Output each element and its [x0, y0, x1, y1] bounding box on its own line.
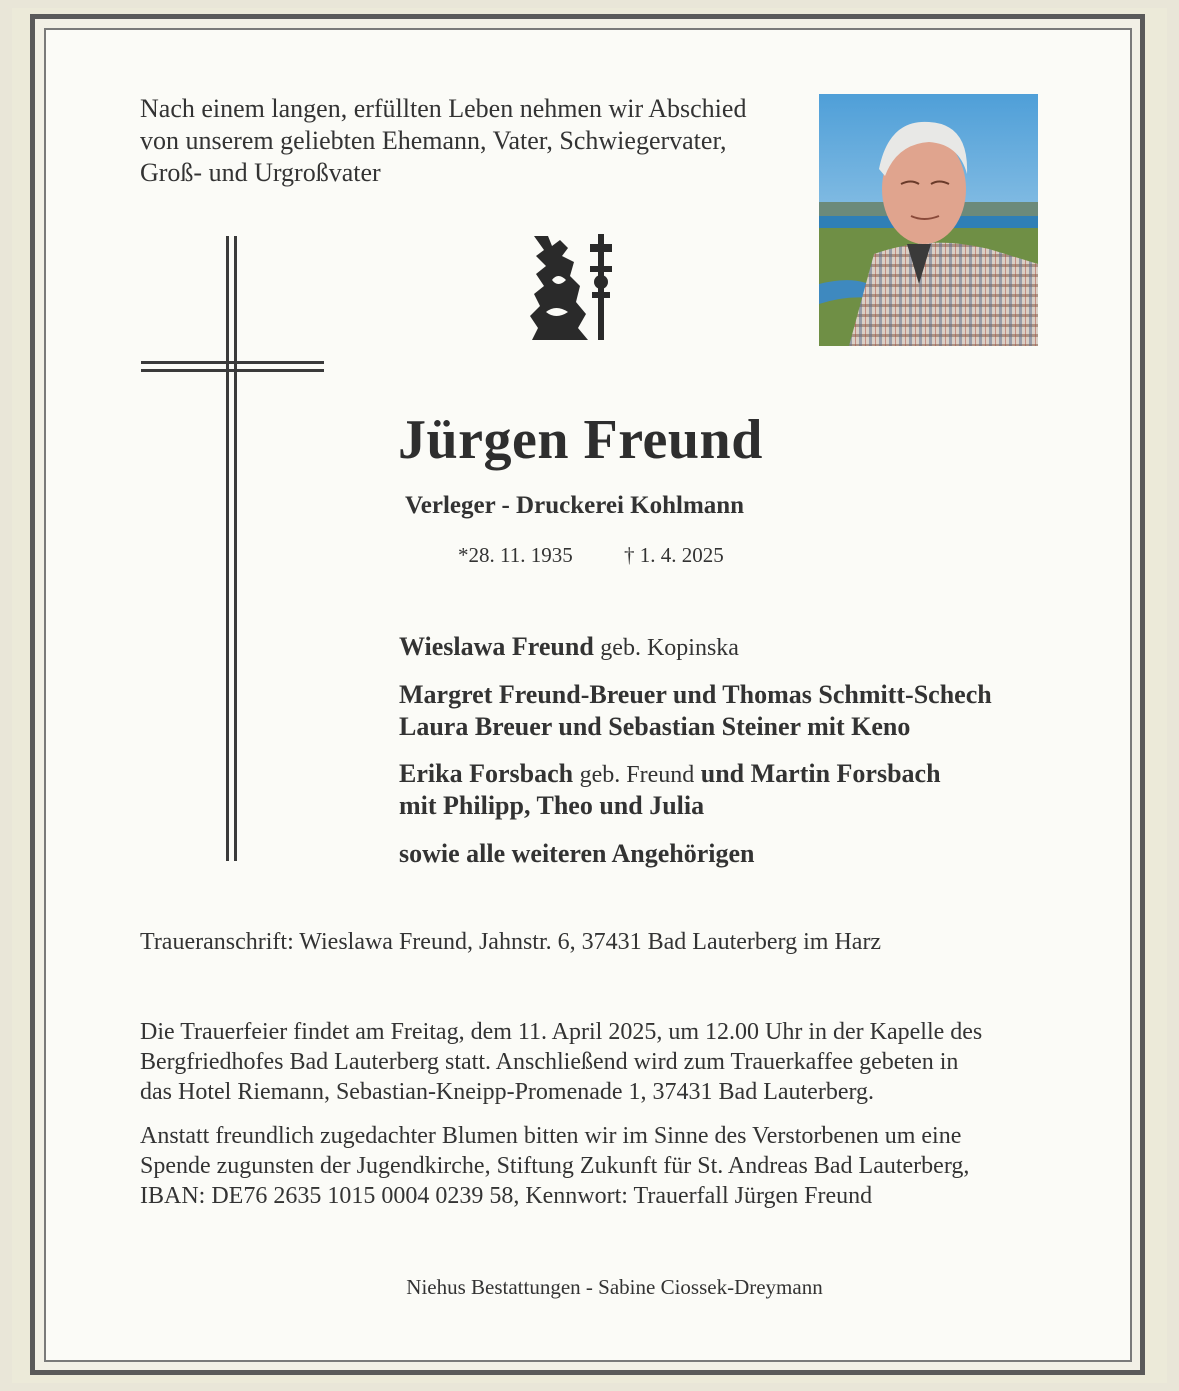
donation-line-2: Spende zugunsten der Jugendkirche, Stiftung Zukunft für St. Andreas Bad Lauterberg, [140, 1153, 970, 1179]
death-date: † 1. 4. 2025 [624, 543, 724, 567]
intro-line-1: Nach einem langen, erfüllten Leben nehmen wir Abschied [140, 94, 747, 123]
cross-vertical-line-right [234, 236, 237, 861]
donation-paragraph [140, 1121, 1040, 1211]
coat-of-arms-icon [528, 232, 616, 344]
portrait-photo [819, 94, 1038, 346]
ceremony-line-1: Die Trauerfeier findet am Freitag, dem 11. April 2025, um 12.00 Uhr in der Kapelle des [140, 1019, 983, 1045]
mourning-address: Traueranschrift: Wieslawa Freund, Jahnstr. 6, 37431 Bad Lauterberg im Harz [140, 929, 882, 955]
deceased-name: Jürgen Freund [398, 409, 763, 471]
family-line-others: sowie alle weiteren Angehörigen [399, 839, 755, 868]
cross-horizontal-line-top [141, 361, 324, 364]
cross-vertical-line-left [226, 236, 229, 861]
undertaker-credit: Niehus Bestattungen - Sabine Ciossek-Dreymann [406, 1275, 823, 1299]
daughter-2-maiden-name: geb. Freund [579, 762, 695, 788]
intro-line-2: von unserem geliebten Ehemann, Vater, Schwiegervater, [140, 126, 727, 155]
wife-maiden-name: geb. Kopinska [600, 635, 739, 661]
family-line-daughter-2 [399, 758, 941, 791]
wife-name: Wieslawa Freund [399, 632, 594, 661]
donation-line-3: IBAN: DE76 2635 1015 0004 0239 58, Kennwort: Trauerfall Jürgen Freund [140, 1183, 873, 1209]
ceremony-line-2: Bergfriedhofes Bad Lauterberg statt. Anschließend wird zum Trauerkaffee gebeten in [140, 1049, 959, 1075]
donation-line-1: Anstatt freundlich zugedachter Blumen bitten wir im Sinne des Verstorbenen um eine [140, 1123, 962, 1149]
family-line-grandchild: Laura Breuer und Sebastian Steiner mit Keno [399, 712, 911, 741]
deceased-profession: Verleger - Druckerei Kohlmann [405, 492, 745, 519]
ceremony-paragraph [140, 1017, 1040, 1107]
ceremony-line-3: das Hotel Riemann, Sebastian-Kneipp-Promenade 1, 37431 Bad Lauterberg. [140, 1079, 875, 1105]
daughter-2-name: Erika Forsbach [399, 759, 574, 788]
family-line-wife [399, 631, 739, 664]
birth-date: *28. 11. 1935 [458, 543, 573, 567]
family-line-grandchildren: mit Philipp, Theo und Julia [399, 791, 705, 820]
cross-horizontal-line-bottom [141, 369, 324, 372]
intro-text [140, 93, 800, 189]
daughter-2-partner: und Martin Forsbach [700, 759, 941, 788]
intro-line-3: Groß- und Urgroßvater [140, 158, 381, 187]
family-line-daughter: Margret Freund-Breuer und Thomas Schmitt-Schech [399, 680, 992, 709]
